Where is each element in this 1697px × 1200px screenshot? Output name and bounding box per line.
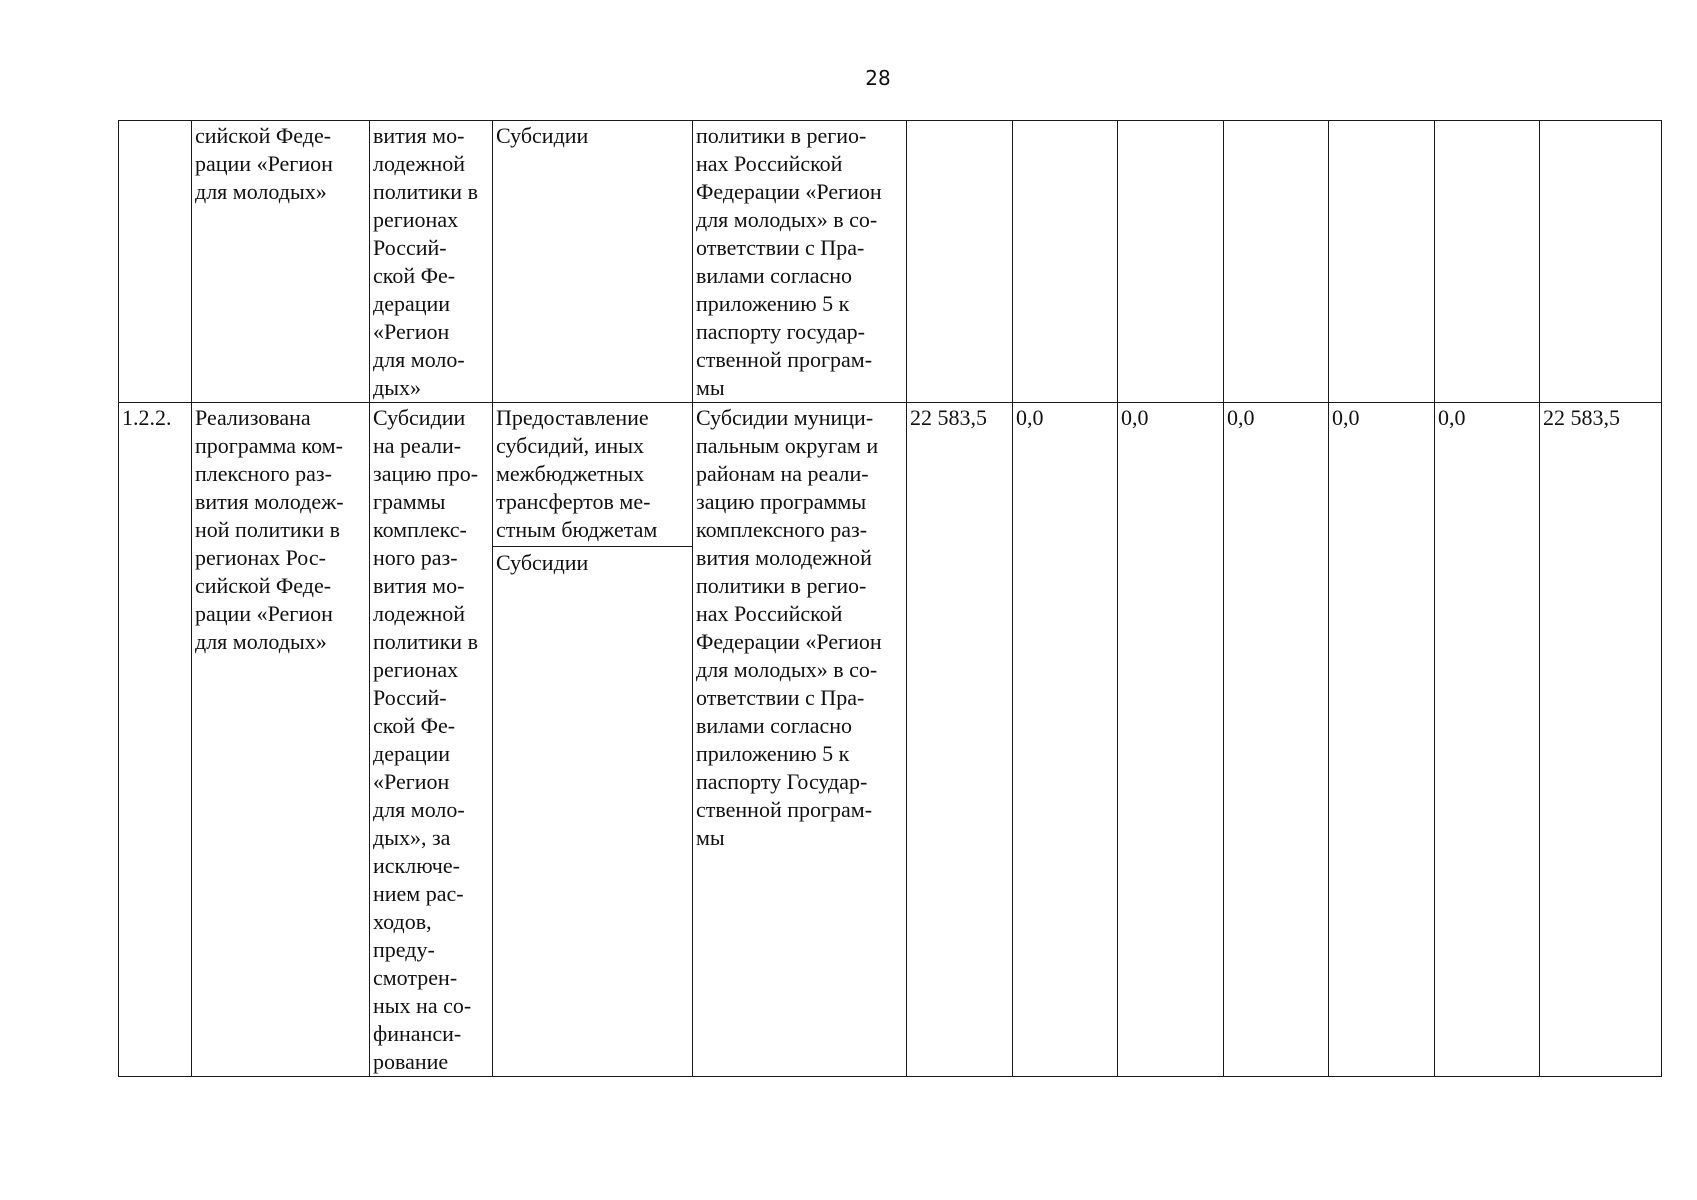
cell-text-line: сийской Феде-	[195, 123, 332, 148]
cell-text-line: дых», за	[373, 825, 451, 850]
cell-result	[192, 121, 370, 403]
cell-text-line: для молодых»	[195, 629, 327, 654]
cell-text-line: политики в	[373, 629, 478, 654]
cell-text-line: дерации	[373, 741, 451, 766]
cell-text-line: Предоставление	[496, 405, 649, 430]
cell-text-line: ственной програм-	[696, 797, 873, 822]
cell-text-line: ственной програм-	[696, 347, 873, 372]
cell-value: 22 583,5	[907, 403, 1013, 1077]
cell-text-line: для молодых»	[195, 179, 327, 204]
table-row	[119, 121, 1662, 403]
cell-text-line: рации «Регион	[195, 601, 333, 626]
cell-text-line: регионах Рос-	[195, 545, 326, 570]
cell-text-line: комплексного раз-	[696, 517, 868, 542]
cell-text-line: ной политики в	[195, 517, 341, 542]
cell-value: 0,0	[1435, 403, 1540, 1077]
cell-number	[119, 121, 192, 403]
cell-text-line: «Регион	[373, 769, 450, 794]
cell-value: 0,0	[1118, 403, 1224, 1077]
cell-value	[1435, 121, 1540, 403]
cell-text-line: ответствии с Пра-	[696, 235, 865, 260]
cell-number: 1.2.2.	[119, 403, 192, 1077]
cell-text-line: пальным округам и	[696, 433, 879, 458]
cell-text-line: зацию программы	[696, 489, 867, 514]
cell-text-line: рование	[373, 1049, 449, 1074]
cell-text-line: регионах	[373, 657, 459, 682]
cell-value	[1540, 121, 1662, 403]
cell-text-line: рации «Регион	[195, 151, 333, 176]
cell-text-line: нах Российской	[696, 601, 843, 626]
cell-text-line: вития молодеж-	[195, 489, 344, 514]
cell-text-line: Субсидии муници-	[696, 405, 874, 430]
cell-value: 0,0	[1224, 403, 1329, 1077]
cell-text-line: ответствии с Пра-	[696, 685, 865, 710]
cell-value: 0,0	[1329, 403, 1435, 1077]
cell-value	[1118, 121, 1224, 403]
cell-text-line: ных на со-	[373, 993, 472, 1018]
cell-text-line: ской Фе-	[373, 263, 456, 288]
cell-value: 22 583,5	[1540, 403, 1662, 1077]
cell-text-line: финанси-	[373, 1021, 462, 1046]
cell-text-line: вилами согласно	[696, 263, 853, 288]
cell-text-line: дерации	[373, 291, 451, 316]
cell-text-line: вилами согласно	[696, 713, 853, 738]
cell-text-line: комплекс-	[373, 517, 467, 542]
cell-text-line: ходов,	[373, 909, 432, 934]
cell-text-line: «Регион	[373, 319, 450, 344]
cell-text-line: для моло-	[373, 347, 465, 372]
cell-text-line: программа ком-	[195, 433, 343, 458]
cell-text-line: вития молодежной	[696, 545, 872, 570]
cell-text-line: сийской Феде-	[195, 573, 332, 598]
cell-text-line: ской Фе-	[373, 713, 456, 738]
cell-text-line: паспорту государ-	[696, 319, 866, 344]
cell-text-line: Реализована	[195, 405, 311, 430]
cell-text-line: мы	[696, 825, 725, 850]
cell-text-line: для молодых» в со-	[696, 657, 878, 682]
cell-text-line: преду-	[373, 937, 435, 962]
table-row	[119, 403, 1662, 1077]
cell-text-line: нах Российской	[696, 151, 843, 176]
cell-text-line: трансфертов ме-	[496, 489, 651, 514]
cell-text-line: вития мо-	[373, 573, 465, 598]
cell-text-line: паспорту Государ-	[696, 769, 868, 794]
budget-table	[118, 120, 1662, 1077]
cell-text-line: для моло-	[373, 797, 465, 822]
cell-value	[1224, 121, 1329, 403]
cell-text-line: Субсидии	[373, 405, 466, 430]
cell-text-line: политики в регио-	[696, 123, 867, 148]
cell-text-line: смотрен-	[373, 965, 458, 990]
cell-text-line: ного раз-	[373, 545, 458, 570]
cell-text-line: Субсидии	[496, 123, 589, 148]
cell-description	[693, 121, 907, 403]
cell-text-line: регионах	[373, 207, 459, 232]
cell-event	[370, 121, 493, 403]
cell-description	[693, 403, 907, 1077]
cell-text-line: дых»	[373, 375, 421, 400]
cell-result	[192, 403, 370, 1077]
cell-text-line: стным бюджетам	[496, 517, 658, 542]
cell-text-line: мы	[696, 375, 725, 400]
cell-text-line: политики в регио-	[696, 573, 867, 598]
cell-text-line: на реали-	[373, 433, 462, 458]
cell-text-line: зацию про-	[373, 461, 479, 486]
cell-text-line: исключе-	[373, 853, 460, 878]
cell-value	[1329, 121, 1435, 403]
cell-text-line: Федерации «Регион	[696, 179, 882, 204]
cell-type-bottom	[496, 547, 689, 577]
cell-text-line: для молодых» в со-	[696, 207, 878, 232]
cell-text-line: приложению 5 к	[696, 741, 850, 766]
cell-text-line: политики в	[373, 179, 478, 204]
page-number: 28	[865, 66, 891, 90]
cell-text-line: нием рас-	[373, 881, 464, 906]
cell-text-line: лодежной	[373, 151, 466, 176]
cell-text-line: Россий-	[373, 685, 447, 710]
cell-text-line: Субсидии	[496, 550, 589, 575]
cell-type	[493, 121, 693, 403]
cell-text-line: субсидий, иных	[496, 433, 644, 458]
cell-text-line: вития мо-	[373, 123, 465, 148]
cell-text-line: районам на реали-	[696, 461, 869, 486]
cell-text-line: граммы	[373, 489, 446, 514]
cell-value	[907, 121, 1013, 403]
cell-text-line: межбюджетных	[496, 461, 645, 486]
cell-event	[370, 403, 493, 1077]
cell-value: 0,0	[1013, 403, 1118, 1077]
cell-text-line: плексного раз-	[195, 461, 332, 486]
cell-type	[493, 403, 693, 1077]
cell-value	[1013, 121, 1118, 403]
cell-text-line: лодежной	[373, 601, 466, 626]
cell-text-line: Россий-	[373, 235, 447, 260]
cell-text-line: Федерации «Регион	[696, 629, 882, 654]
cell-type-top	[493, 404, 692, 547]
cell-text-line: приложению 5 к	[696, 291, 850, 316]
